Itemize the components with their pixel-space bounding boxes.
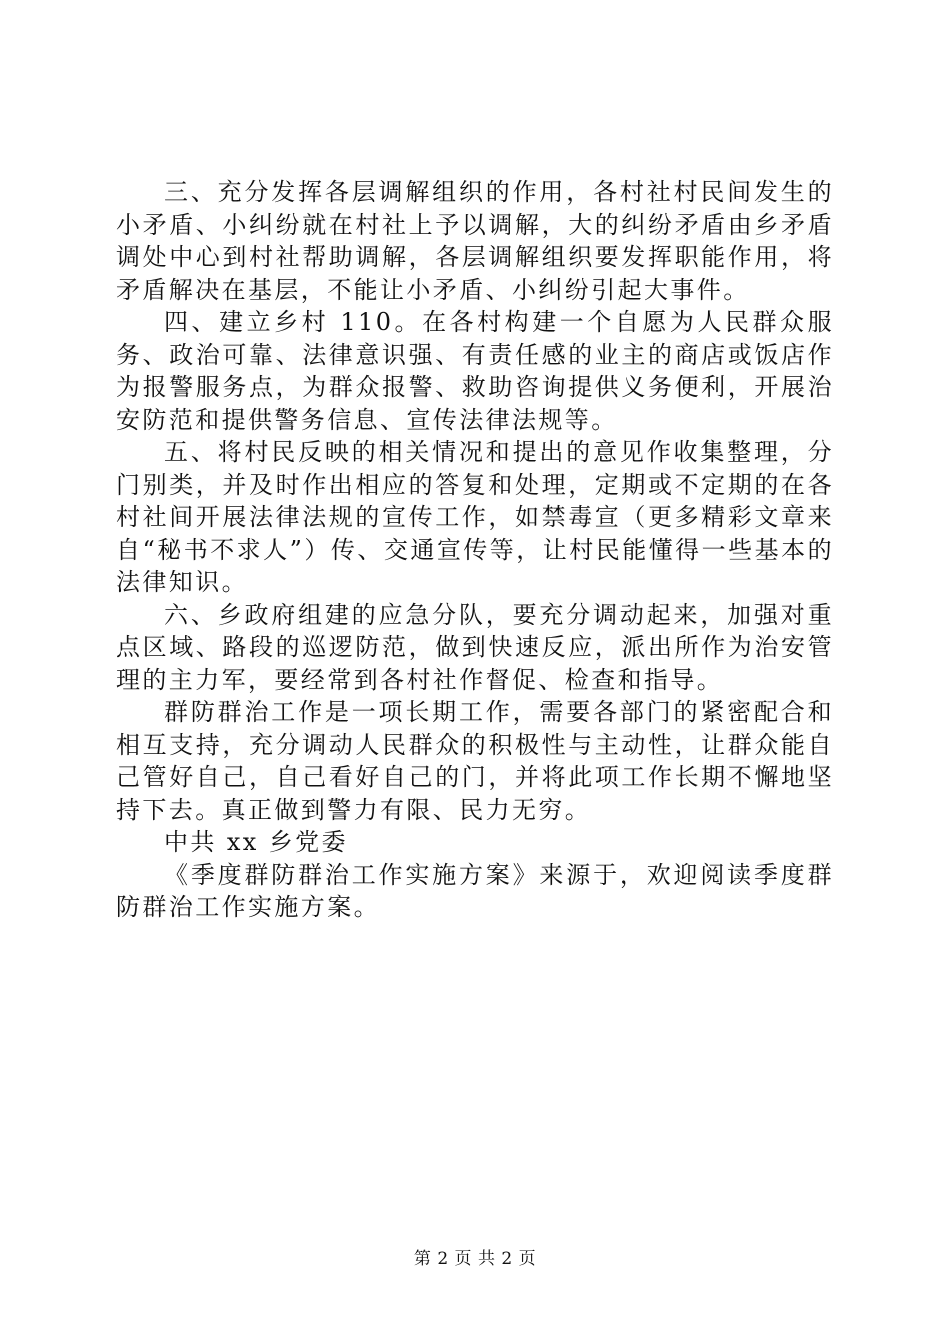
signature-line: 中共 xx 乡党委 [164, 828, 348, 856]
paragraph-mediation: 三、充分发挥各层调解组织的作用，各村社村民间发生的小矛盾、小纠纷就在村社上予以调解，大的纠纷矛盾由乡矛盾调处中心到村社帮助调解，各层调解组织要发挥职能作用，将矛盾解决在基层，不能让小矛盾、小纠纷引起大事件。 [116, 178, 834, 304]
paragraph-emergency-team: 六、乡政府组建的应急分队，要充分调动起来，加强对重点区域、路段的巡逻防范，做到快速反应，派出所作为治安管理的主力军，要经常到各村社作督促、检查和指导。 [116, 600, 834, 694]
paragraph-summary: 群防群治工作是一项长期工作，需要各部门的紧密配合和相互支持，充分调动人民群众的积极性与主动性，让群众能自己管好自己，自己看好自己的门，并将此项工作长期不懈地坚持下去。真正做到警力有限、民力无穷。 [116, 698, 834, 824]
document-body [116, 176, 834, 924]
page-number-footer: 第 2 页 共 2 页 [413, 1249, 537, 1269]
paragraph-opinions: 五、将村民反映的相关情况和提出的意见作收集整理，分门别类，并及时作出相应的答复和处理，定期或不定期的在各村社间开展法律法规的宣传工作，如禁毒宣（更多精彩文章来自“秘书不求人”）传、交通宣传等，让村民能懂得一些基本的法律知识。 [116, 438, 834, 596]
closing-note: 《季度群防群治工作实施方案》来源于，欢迎阅读季度群防群治工作实施方案。 [116, 860, 834, 921]
paragraph-village-110: 四、建立乡村 110。在各村构建一个自愿为人民群众服务、政治可靠、法律意识强、有责任感的业主的商店或饭店作为报警服务点，为群众报警、救助咨询提供义务便利，开展治安防范和提供警务信息、宣传法律法规等。 [116, 308, 834, 434]
